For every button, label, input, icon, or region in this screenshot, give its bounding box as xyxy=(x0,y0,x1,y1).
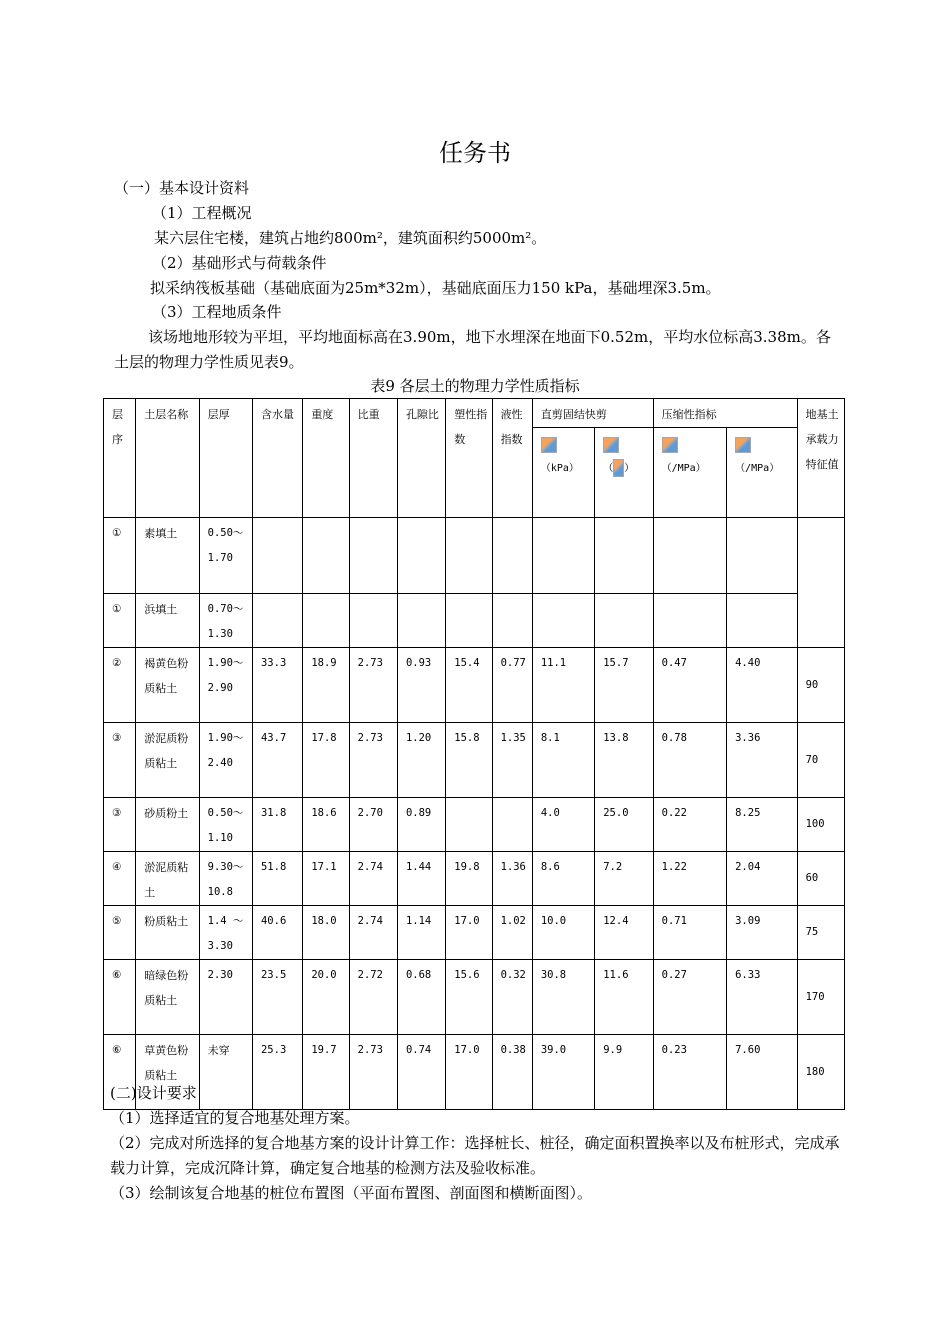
cell-plastic: 19.8 xyxy=(446,852,492,906)
cell-friction: 7.2 xyxy=(595,852,653,906)
cell-friction: 11.6 xyxy=(595,960,653,1035)
cell-friction: 12.4 xyxy=(595,906,653,960)
cell-unit-weight: 17.8 xyxy=(303,723,349,798)
page-title: 任务书 xyxy=(439,139,511,167)
cell-thickness: 未穿 xyxy=(199,1035,252,1110)
requirement-2: （2）完成对所选择的复合地基方案的设计计算工作：选择桩长、桩径，确定面积置换率以及布桩形式，完成承载力计算，完成沉降计算，确定复合地基的检测方法及验收标准。 xyxy=(110,1134,840,1177)
cell-bearing: 75 xyxy=(797,906,844,960)
section-basic-heading: （一）基本设计资料 xyxy=(114,179,250,197)
soil-properties-table xyxy=(103,398,845,1110)
cell-water: 40.6 xyxy=(252,906,302,960)
cell-name: 淤泥质粉质粘土 xyxy=(136,723,199,798)
cell-plastic xyxy=(446,518,492,594)
cell-bearing: 70 xyxy=(797,723,844,798)
header-name: 土层名称 xyxy=(136,399,199,518)
header-cohesion-unit: （kPa） xyxy=(540,463,579,474)
cell-compression-modulus xyxy=(727,518,797,594)
cell-thickness: 1.90～2.90 xyxy=(199,648,252,723)
overview-heading: （1）工程概况 xyxy=(152,204,252,222)
cell-gravity: 2.73 xyxy=(349,723,397,798)
table-row xyxy=(104,798,845,852)
cell-layer-no: ⑥ xyxy=(104,960,136,1035)
cell-void: 0.89 xyxy=(397,798,445,852)
cell-plastic xyxy=(446,798,492,852)
header-compression-coef-unit: （/MPa） xyxy=(661,463,706,474)
cell-plastic: 17.0 xyxy=(446,906,492,960)
cell-friction xyxy=(595,594,653,648)
cell-void xyxy=(397,594,445,648)
cell-name: 褐黄色粉质粘土 xyxy=(136,648,199,723)
formula-image-icon xyxy=(662,437,678,453)
cell-cohesion xyxy=(532,594,594,648)
cell-gravity xyxy=(349,518,397,594)
cell-bearing: 90 xyxy=(797,648,844,723)
cell-liquid: 1.36 xyxy=(492,852,532,906)
cell-compression-modulus: 3.36 xyxy=(727,723,797,798)
cell-void: 1.14 xyxy=(397,906,445,960)
cell-cohesion: 39.0 xyxy=(532,1035,594,1110)
cell-bearing: 60 xyxy=(797,852,844,906)
cell-friction: 15.7 xyxy=(595,648,653,723)
header-unit-weight: 重度 xyxy=(303,399,349,518)
cell-name: 浜填土 xyxy=(136,594,199,648)
cell-friction: 25.0 xyxy=(595,798,653,852)
cell-unit-weight: 19.7 xyxy=(303,1035,349,1110)
cell-water xyxy=(252,594,302,648)
cell-compression-modulus: 3.09 xyxy=(727,906,797,960)
cell-unit-weight: 17.1 xyxy=(303,852,349,906)
cell-void: 0.74 xyxy=(397,1035,445,1110)
cell-cohesion: 8.1 xyxy=(532,723,594,798)
cell-name: 淤泥质粘土 xyxy=(136,852,199,906)
cell-name: 暗绿色粉质粘土 xyxy=(136,960,199,1035)
cell-compression-modulus: 6.33 xyxy=(727,960,797,1035)
cell-cohesion: 8.6 xyxy=(532,852,594,906)
cell-unit-weight: 20.0 xyxy=(303,960,349,1035)
cell-liquid: 0.32 xyxy=(492,960,532,1035)
table-row xyxy=(104,594,845,648)
cell-unit-weight: 18.6 xyxy=(303,798,349,852)
formula-image-icon xyxy=(603,437,619,453)
table-row xyxy=(104,648,845,723)
cell-plastic xyxy=(446,594,492,648)
foundation-heading: （2）基础形式与荷载条件 xyxy=(152,254,327,272)
cell-name: 粉质粘土 xyxy=(136,906,199,960)
table-row xyxy=(104,960,845,1035)
cell-name: 草黄色粉质粘土 xyxy=(136,1035,199,1110)
cell-gravity: 2.74 xyxy=(349,852,397,906)
cell-unit-weight: 18.0 xyxy=(303,906,349,960)
cell-compression-coef: 1.22 xyxy=(653,852,726,906)
cell-thickness: 2.30 xyxy=(199,960,252,1035)
cell-thickness: 0.50～1.70 xyxy=(199,518,252,594)
cell-liquid xyxy=(492,594,532,648)
cell-compression-modulus xyxy=(727,594,797,648)
cell-compression-coef xyxy=(653,594,726,648)
cell-friction: 9.9 xyxy=(595,1035,653,1110)
cell-layer-no: ① xyxy=(104,518,136,594)
cell-gravity: 2.73 xyxy=(349,1035,397,1110)
cell-plastic: 15.8 xyxy=(446,723,492,798)
cell-water: 25.3 xyxy=(252,1035,302,1110)
formula-image-icon xyxy=(735,437,751,453)
cell-name: 素填土 xyxy=(136,518,199,594)
cell-thickness: 9.30～10.8 xyxy=(199,852,252,906)
cell-water: 33.3 xyxy=(252,648,302,723)
header-compression-modulus-unit: （/MPa） xyxy=(735,463,780,474)
cell-layer-no: ② xyxy=(104,648,136,723)
requirement-1: （1）选择适宜的复合地基处理方案。 xyxy=(110,1109,360,1127)
cell-void: 1.44 xyxy=(397,852,445,906)
cell-compression-coef: 0.23 xyxy=(653,1035,726,1110)
cell-compression-modulus: 2.04 xyxy=(727,852,797,906)
cell-water: 23.5 xyxy=(252,960,302,1035)
cell-compression-coef xyxy=(653,518,726,594)
header-liquidity-index: 液性指数 xyxy=(492,399,532,518)
requirement-3: （3）绘制该复合地基的桩位布置图（平面布置图、剖面图和横断面图）。 xyxy=(110,1184,593,1202)
cell-unit-weight: 18.9 xyxy=(303,648,349,723)
cell-bearing-empty xyxy=(797,518,844,648)
cell-water: 51.8 xyxy=(252,852,302,906)
geology-heading: （3）工程地质条件 xyxy=(152,303,282,321)
cell-compression-coef: 0.78 xyxy=(653,723,726,798)
formula-image-icon xyxy=(613,459,624,477)
cell-liquid: 0.77 xyxy=(492,648,532,723)
cell-liquid: 1.02 xyxy=(492,906,532,960)
cell-unit-weight xyxy=(303,594,349,648)
cell-layer-no: ③ xyxy=(104,723,136,798)
cell-water xyxy=(252,518,302,594)
header-specific-gravity: 比重 xyxy=(349,399,397,518)
overview-text: 某六层住宅楼，建筑占地约800m²，建筑面积约5000m²。 xyxy=(154,229,547,247)
cell-void: 0.68 xyxy=(397,960,445,1035)
header-friction-angle xyxy=(595,428,653,518)
cell-void: 0.93 xyxy=(397,648,445,723)
cell-cohesion xyxy=(532,518,594,594)
cell-gravity: 2.74 xyxy=(349,906,397,960)
cell-layer-no: ① xyxy=(104,594,136,648)
header-direct-shear: 直剪固结快剪 xyxy=(532,399,653,428)
cell-thickness: 1.4 ～3.30 xyxy=(199,906,252,960)
cell-friction: 13.8 xyxy=(595,723,653,798)
header-compressibility: 压缩性指标 xyxy=(653,399,797,428)
cell-plastic: 17.0 xyxy=(446,1035,492,1110)
header-compression-modulus xyxy=(727,428,797,518)
cell-bearing: 100 xyxy=(797,798,844,852)
requirements-heading: (二)设计要求 xyxy=(110,1084,197,1102)
cell-compression-coef: 0.71 xyxy=(653,906,726,960)
header-thickness: 层厚 xyxy=(199,399,252,518)
cell-compression-coef: 0.27 xyxy=(653,960,726,1035)
cell-void xyxy=(397,518,445,594)
foundation-text: 拟采纳筏板基础（基础底面为25m*32m），基础底面压力150 kPa，基础埋深3.5m。 xyxy=(150,279,721,297)
cell-plastic: 15.6 xyxy=(446,960,492,1035)
cell-name: 砂质粉土 xyxy=(136,798,199,852)
table-row xyxy=(104,906,845,960)
cell-thickness: 0.70～1.30 xyxy=(199,594,252,648)
cell-cohesion: 30.8 xyxy=(532,960,594,1035)
table-row xyxy=(104,852,845,906)
cell-cohesion: 10.0 xyxy=(532,906,594,960)
cell-layer-no: ⑥ xyxy=(104,1035,136,1110)
cell-gravity: 2.73 xyxy=(349,648,397,723)
cell-friction xyxy=(595,518,653,594)
header-friction-angle-unit: （ ） xyxy=(603,456,648,481)
cell-liquid xyxy=(492,798,532,852)
cell-thickness: 0.50～1.10 xyxy=(199,798,252,852)
cell-cohesion: 4.0 xyxy=(532,798,594,852)
cell-compression-coef: 0.22 xyxy=(653,798,726,852)
cell-water: 31.8 xyxy=(252,798,302,852)
header-bearing-capacity: 地基土承载力特征值 xyxy=(797,399,844,518)
formula-image-icon xyxy=(541,437,557,453)
table-row xyxy=(104,518,845,594)
header-water-content: 含水量 xyxy=(252,399,302,518)
cell-layer-no: ⑤ xyxy=(104,906,136,960)
cell-gravity: 2.72 xyxy=(349,960,397,1035)
cell-liquid xyxy=(492,518,532,594)
cell-compression-modulus: 7.60 xyxy=(727,1035,797,1110)
cell-unit-weight xyxy=(303,518,349,594)
cell-bearing: 180 xyxy=(797,1035,844,1110)
header-plasticity-index: 塑性指数 xyxy=(446,399,492,518)
table-caption: 表9 各层土的物理力学性质指标 xyxy=(370,377,580,395)
header-layer-no: 层序 xyxy=(104,399,136,518)
cell-plastic: 15.4 xyxy=(446,648,492,723)
cell-layer-no: ④ xyxy=(104,852,136,906)
header-compression-coef xyxy=(653,428,726,518)
cell-liquid: 1.35 xyxy=(492,723,532,798)
geology-text: 该场地地形较为平坦，平均地面标高在3.90m，地下水埋深在地面下0.52m，平均水位标高3.38m。各土层的物理力学性质见表9。 xyxy=(114,328,831,371)
cell-void: 1.20 xyxy=(397,723,445,798)
cell-gravity xyxy=(349,594,397,648)
cell-cohesion: 11.1 xyxy=(532,648,594,723)
cell-compression-modulus: 8.25 xyxy=(727,798,797,852)
cell-bearing: 170 xyxy=(797,960,844,1035)
header-cohesion xyxy=(532,428,594,518)
cell-liquid: 0.38 xyxy=(492,1035,532,1110)
cell-layer-no: ③ xyxy=(104,798,136,852)
cell-compression-modulus: 4.40 xyxy=(727,648,797,723)
cell-water: 43.7 xyxy=(252,723,302,798)
cell-gravity: 2.70 xyxy=(349,798,397,852)
header-void-ratio: 孔隙比 xyxy=(397,399,445,518)
cell-thickness: 1.90～2.40 xyxy=(199,723,252,798)
table-row xyxy=(104,1035,845,1110)
cell-compression-coef: 0.47 xyxy=(653,648,726,723)
table-row xyxy=(104,723,845,798)
